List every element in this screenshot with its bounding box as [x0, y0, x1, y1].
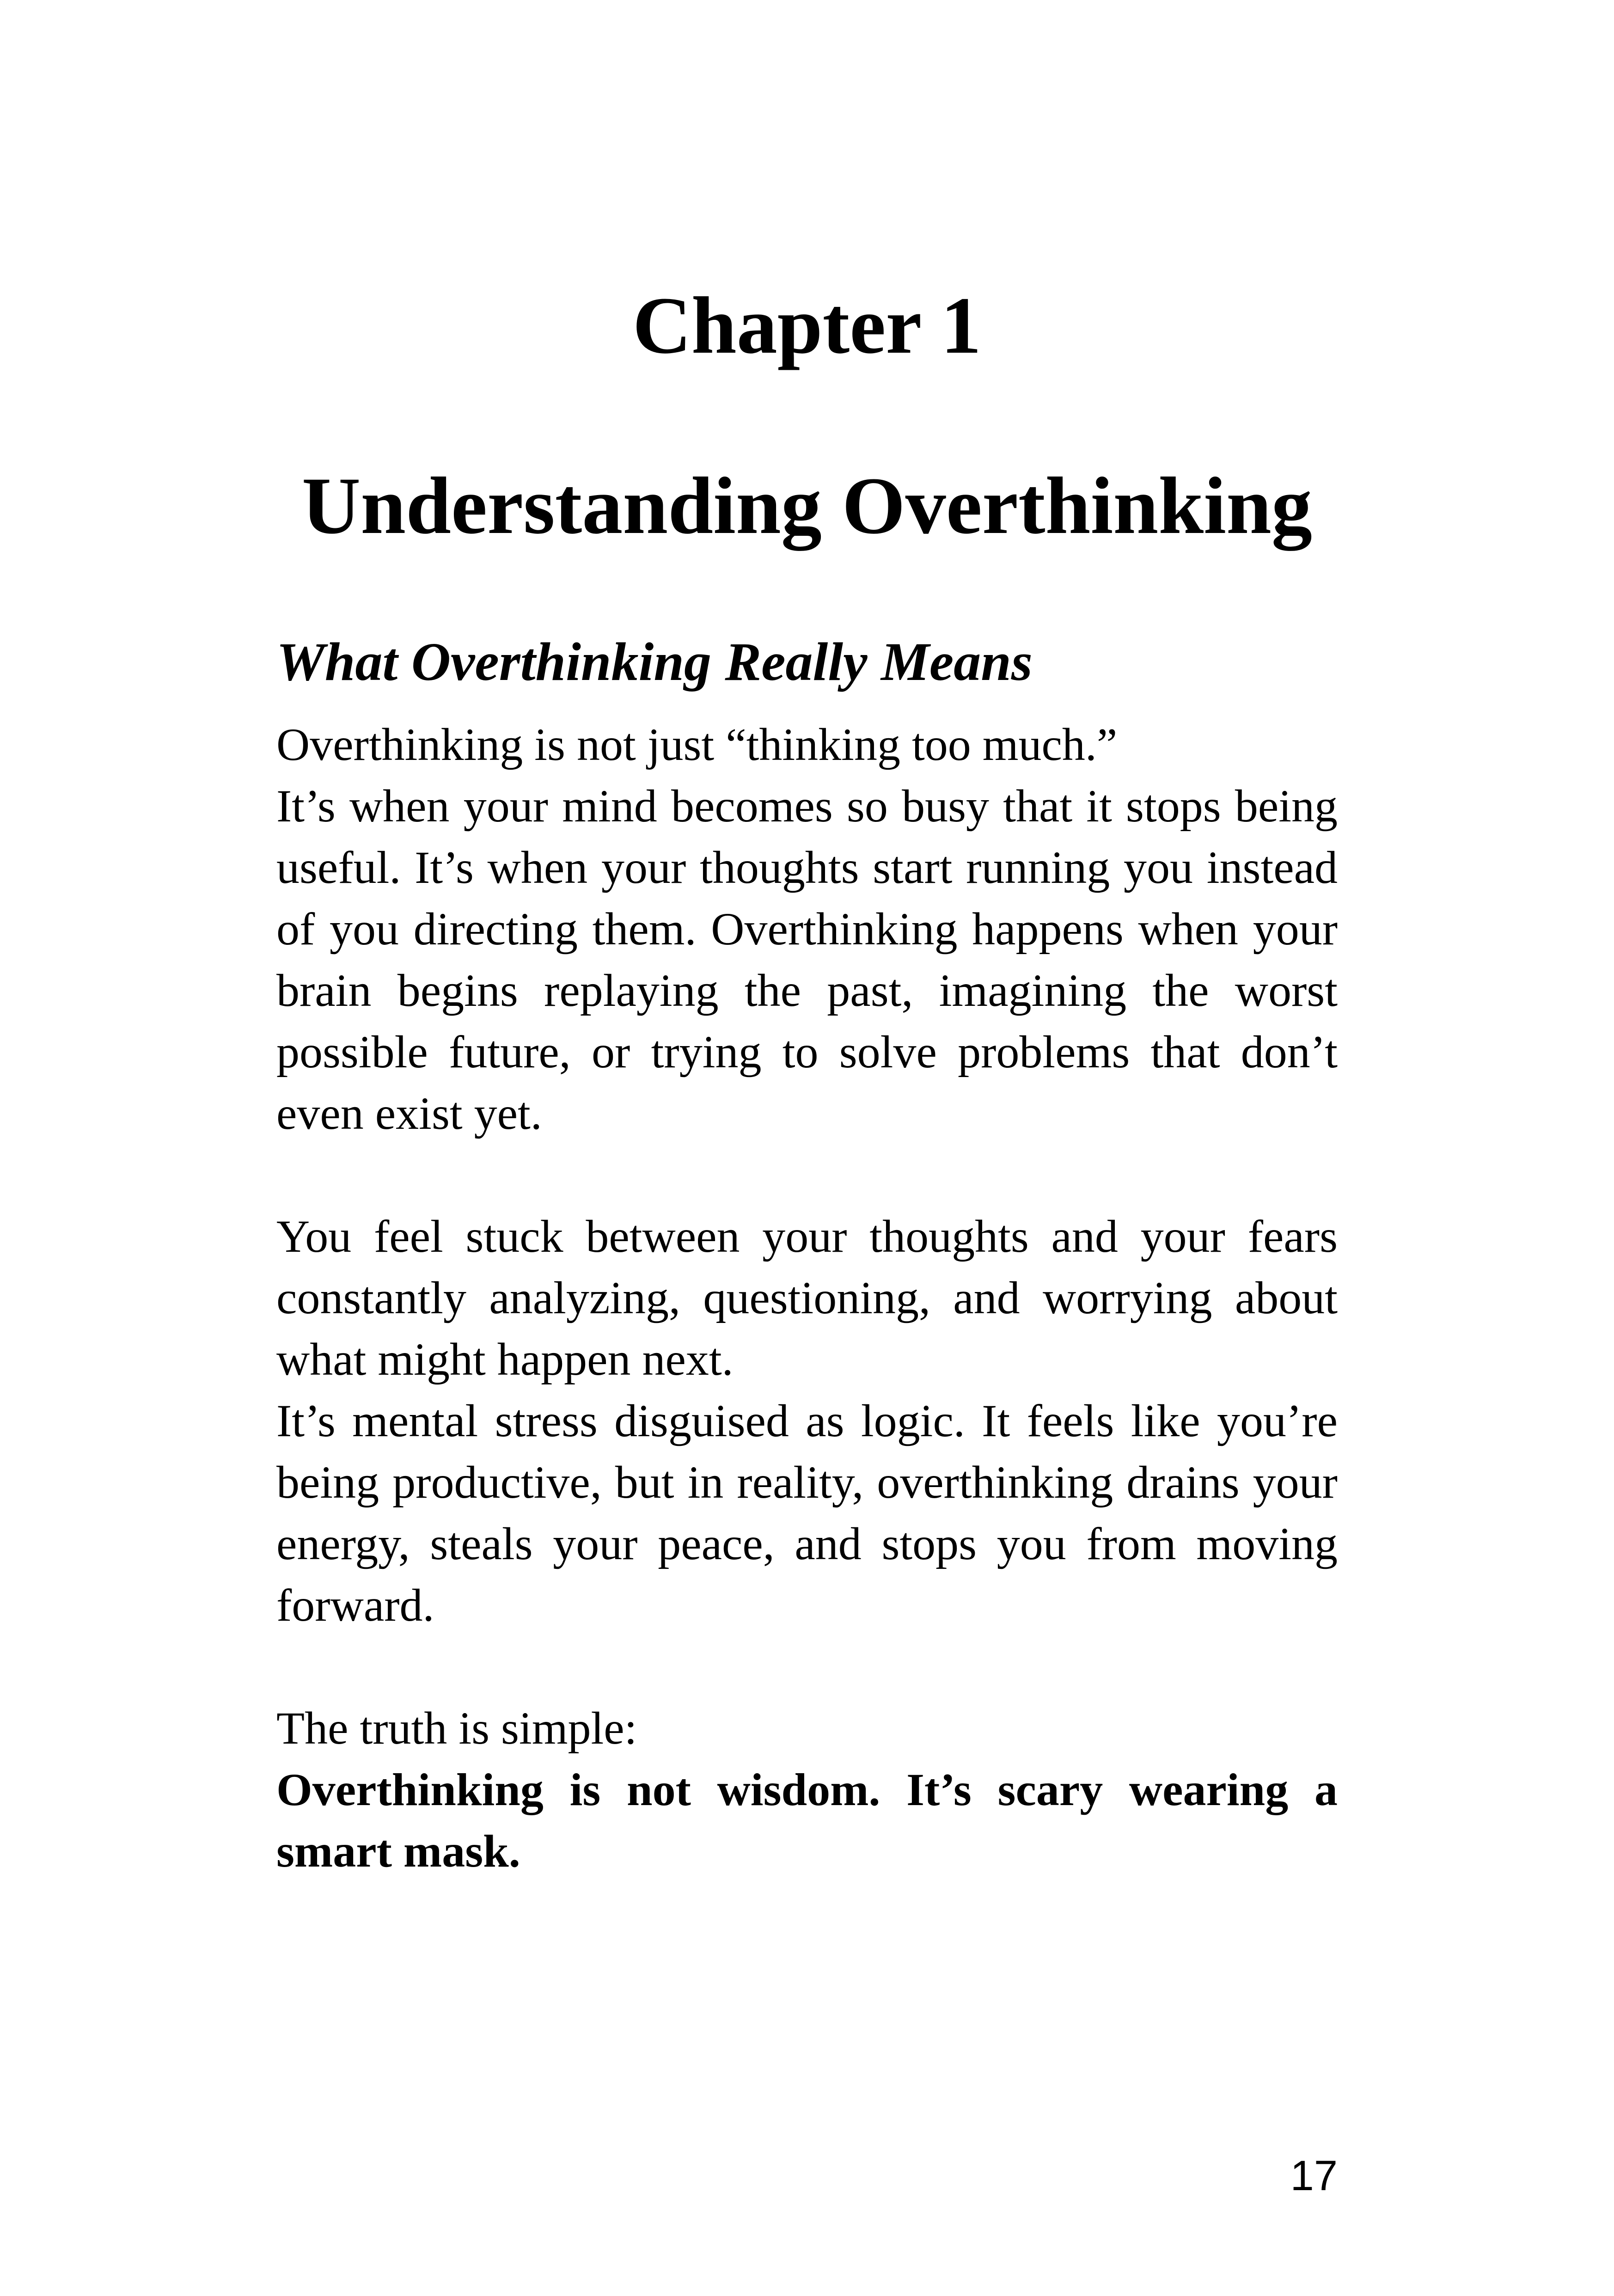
section-heading: What Overthinking Really Means: [276, 631, 1033, 692]
paragraph: It’s when your mind becomes so busy that it stops being useful. It’s when your thoughts start running you instead of you directing them. Overthinking happens when your brain begins replaying the past, imagining the worst possible future, or trying to solve problems that don’t even exist yet.: [276, 780, 1338, 1139]
chapter-title: Understanding Overthinking: [302, 461, 1312, 551]
key-statement: Overthinking is not wisdom. It’s scary wearing a smart mask.: [276, 1764, 1338, 1877]
paragraph: Overthinking is not just “thinking too much.”: [276, 719, 1118, 770]
chapter-number: Chapter 1: [632, 281, 982, 371]
chapter-body: [276, 630, 1338, 1882]
paragraph: You feel stuck between your thoughts and your fears constantly analyzing, questioning, and worrying about what might happen next.: [276, 1211, 1338, 1385]
paragraph: It’s mental stress disguised as logic. It feels like you’re being productive, but in reality, overthinking drains your energy, steals your peace, and stops you from moving forward.: [276, 1395, 1338, 1631]
paragraph: The truth is simple:: [276, 1702, 637, 1754]
page-number: 17: [1290, 2152, 1338, 2199]
